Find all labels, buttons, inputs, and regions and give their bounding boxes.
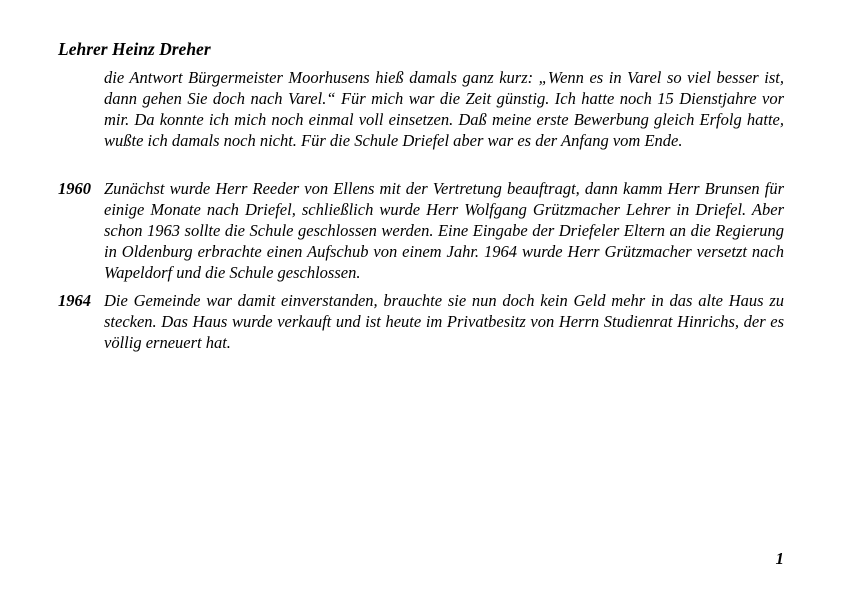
entry-year: 1964 — [58, 291, 91, 310]
entry-text: Zunächst wurde Herr Reeder von Ellens mit der Vertretung beauftragt, dann kamm Herr Brunsen für einige Monate nach Driefel, schließlich wurde Herr Wolfgang Grützmacher Lehrer in Driefel. Aber schon 1963 sollte die Schule geschlossen werden. Eine Eingabe der Driefeler Eltern an die Regierung in Oldenburg erbrachte einen Aufschub von einem Jahr. 1964 wurde Herr Grützmacher versetzt nach Wapeldorf und die Schule geschlossen. — [104, 179, 784, 282]
entry-text: Die Gemeinde war damit einverstanden, brauchte sie nun doch kein Geld mehr in das alte Haus zu stecken. Das Haus wurde verkauft und ist heute im Privatbesitz von Herrn Studienrat Hinrichs, der es völlig erneuert hat. — [104, 291, 784, 352]
entry-text: die Antwort Bürgermeister Moorhusens hieß damals ganz kurz: „Wenn es in Varel so viel besser ist, dann gehen Sie doch nach Varel.“ Für mich war die Zeit günstig. Ich hatte noch 15 Dienstjahre vor mir. Da konnte ich mich noch einmal voll einsetzen. Daß meine erste Bewerbung gleich Erfolg hatte, wußte ich damals noch nicht. Für die Schule Driefel aber war es der Anfang vom Ende. — [104, 68, 784, 150]
page-number: 1 — [775, 549, 784, 568]
page-title: Lehrer Heinz Dreher — [58, 39, 211, 59]
entry-year: 1960 — [58, 179, 91, 198]
